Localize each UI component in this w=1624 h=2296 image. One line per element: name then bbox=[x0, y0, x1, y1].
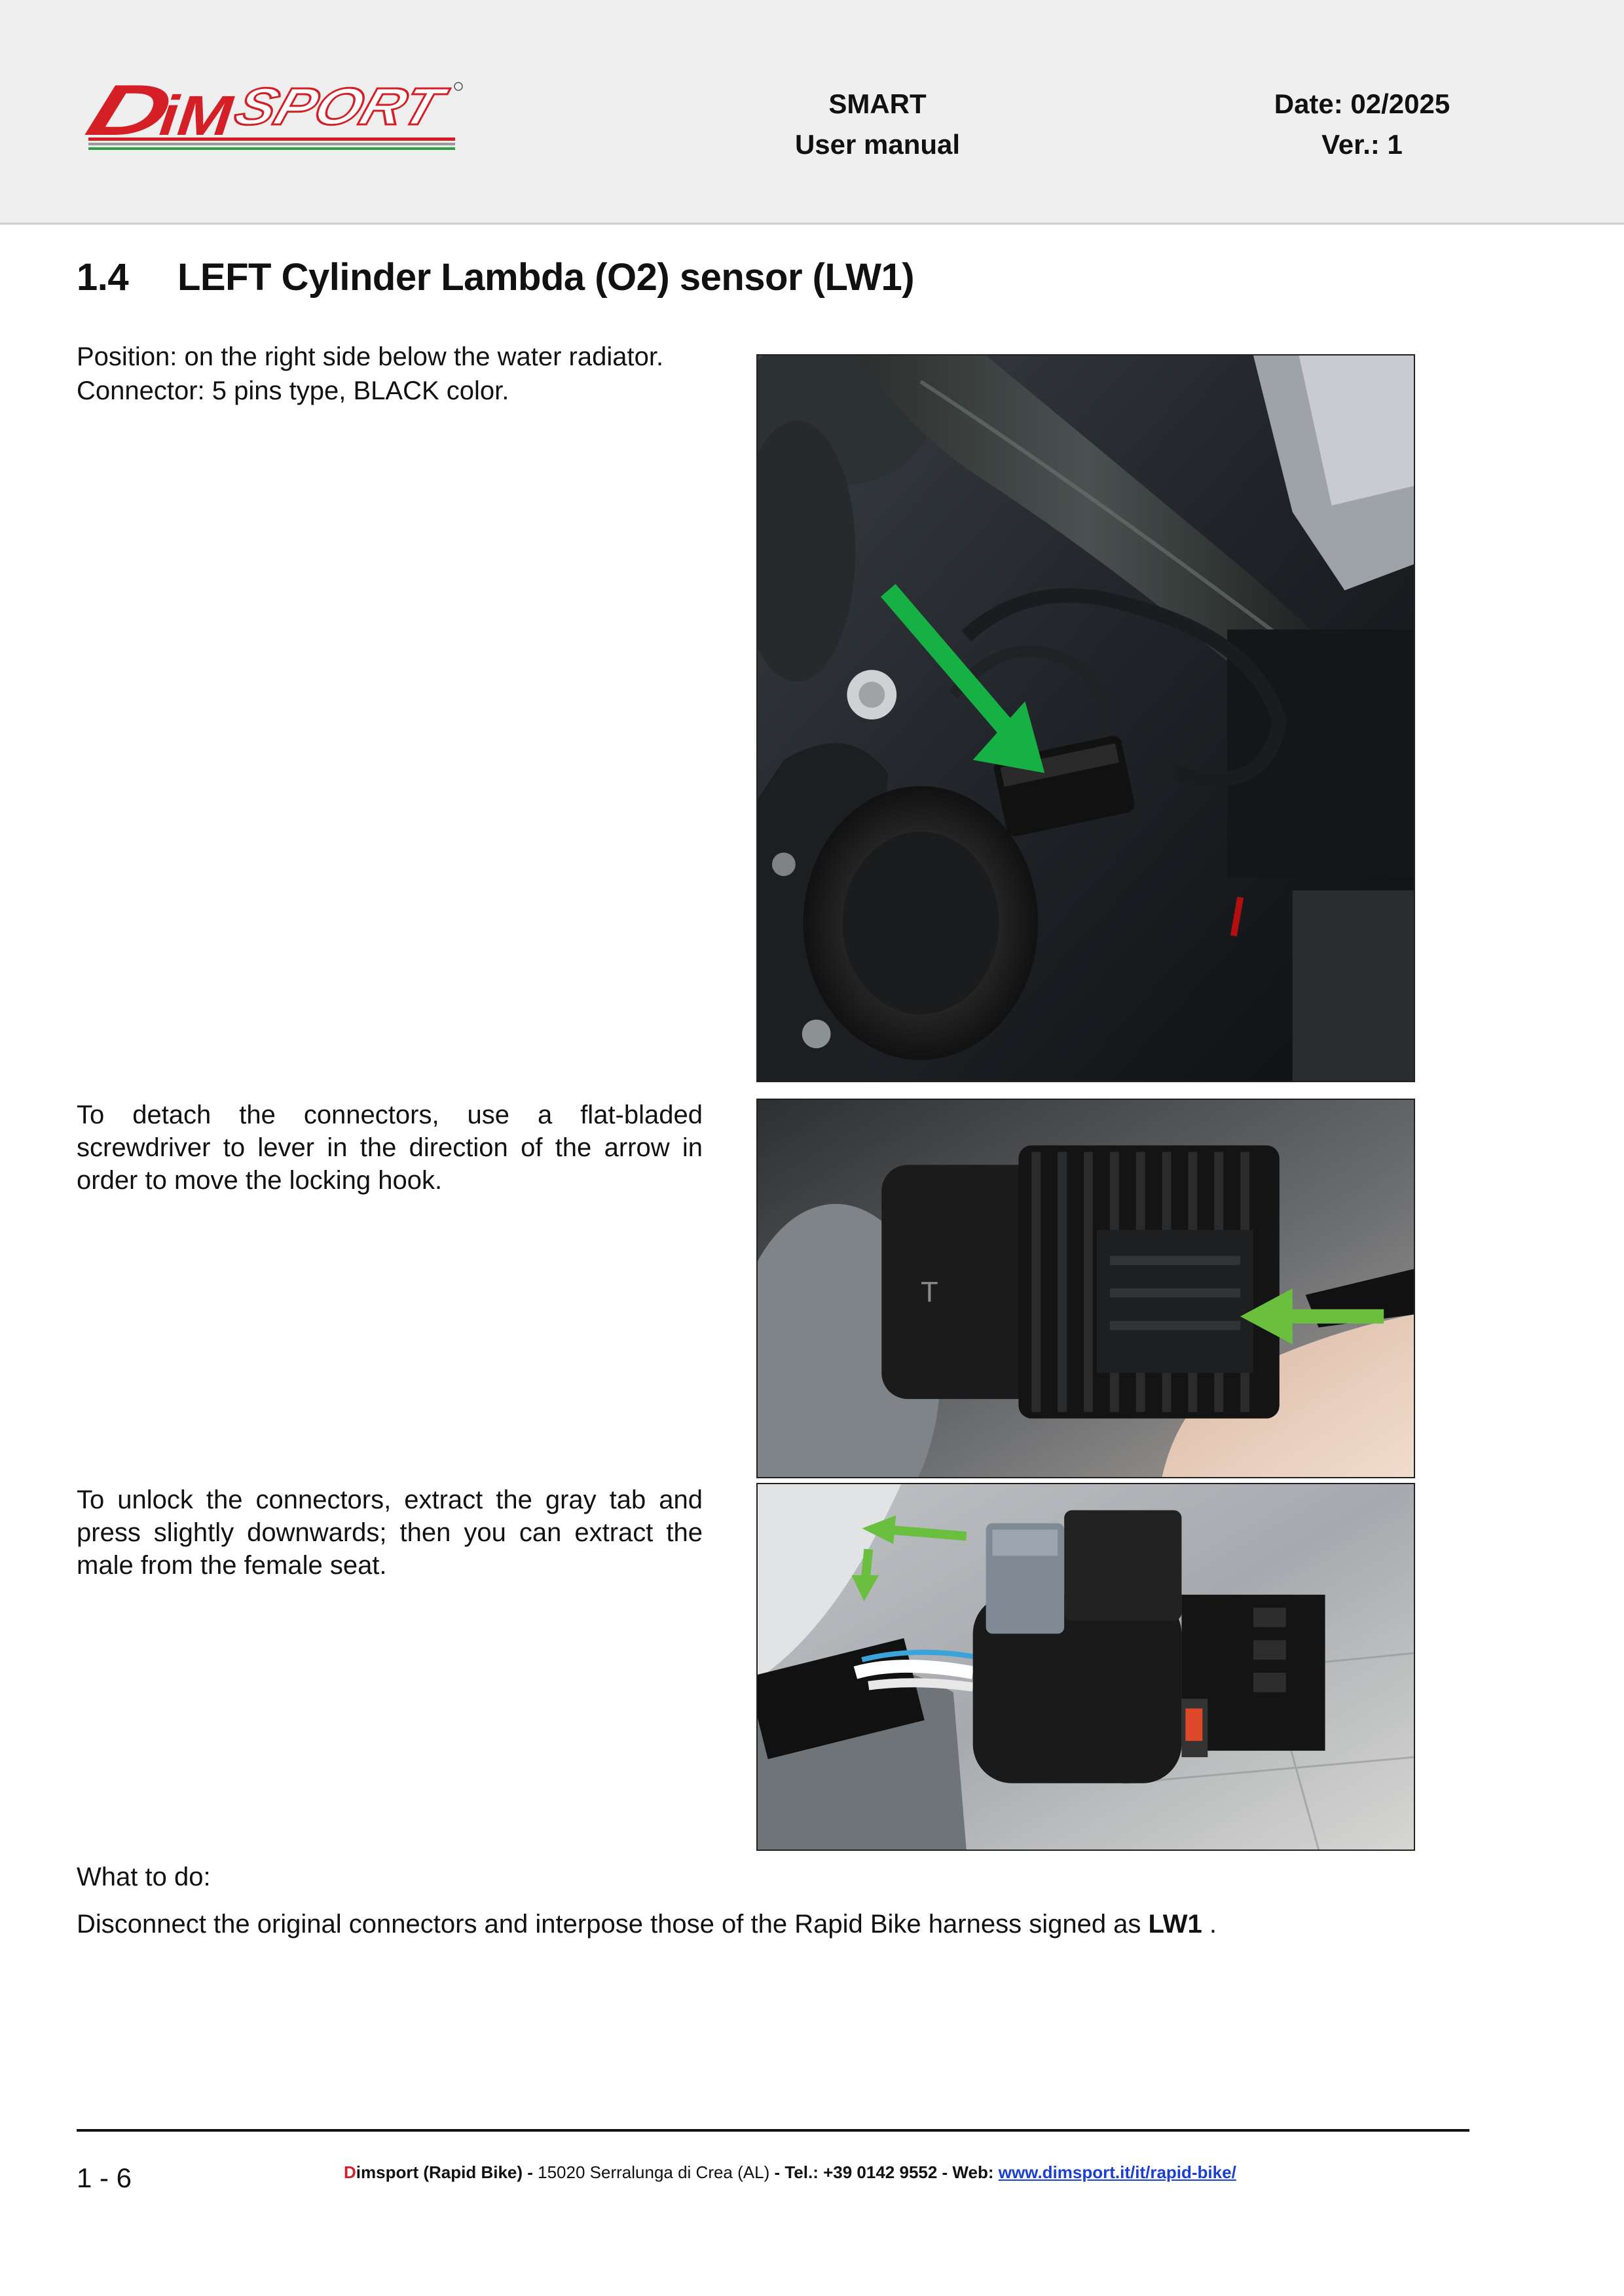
connector-text: Connector: 5 pins type, BLACK color. bbox=[77, 376, 509, 405]
section-number: 1.4 bbox=[77, 256, 129, 299]
position-text: Position: on the right side below the water radiator. bbox=[77, 342, 664, 371]
dimsport-logo bbox=[75, 77, 468, 153]
connector-detach-photo bbox=[756, 1099, 1415, 1478]
footer-divider bbox=[77, 2129, 1469, 2132]
unlock-text: To unlock the connectors, extract the gray tab and press slightly downwards; then you can extract the male from the female seat. bbox=[77, 1485, 703, 1580]
disconnect-text-suffix: . bbox=[1202, 1910, 1217, 1939]
harness-code: LW1 bbox=[1148, 1910, 1202, 1939]
page-number: 1 - 6 bbox=[77, 2162, 132, 2193]
disconnect-text bbox=[77, 1908, 1217, 1941]
header-doc-type: User manual bbox=[794, 129, 961, 160]
svg-text:SPORT: SPORT bbox=[227, 77, 426, 136]
detach-text: To detach the connectors, use a flat-bladed screwdriver to lever in the direction of the arrow in order to move the locking hook. bbox=[77, 1101, 703, 1195]
svg-text:D: D bbox=[77, 77, 157, 151]
footer-company: imsport (Rapid Bike) - bbox=[356, 2162, 538, 2182]
footer-address: 15020 Serralunga di Crea (AL) bbox=[538, 2162, 775, 2182]
section-heading: LEFT Cylinder Lambda (O2) sensor (LW1) bbox=[177, 256, 915, 299]
footer-tel: - Tel.: +39 0142 9552 - Web: bbox=[774, 2162, 999, 2182]
footer-contact bbox=[344, 2162, 1236, 2183]
footer-company-initial: D bbox=[344, 2162, 356, 2182]
page-header bbox=[0, 0, 1624, 225]
section-title bbox=[77, 255, 914, 299]
connector-unlock-photo bbox=[756, 1483, 1415, 1851]
svg-text:iM: iM bbox=[151, 84, 234, 147]
connector-marking: T bbox=[921, 1275, 938, 1308]
what-to-do-label: What to do: bbox=[77, 1863, 211, 1891]
footer-web-link[interactable]: www.dimsport.it/it/rapid-bike/ bbox=[998, 2162, 1236, 2182]
header-version: Ver.: 1 bbox=[1321, 129, 1403, 160]
header-product: SMART bbox=[828, 88, 927, 119]
header-date: Date: 02/2025 bbox=[1274, 88, 1450, 119]
sensor-location-photo bbox=[756, 354, 1415, 1082]
disconnect-text-prefix: Disconnect the original connectors and interpose those of the Rapid Bike harness signed as bbox=[77, 1910, 1149, 1939]
